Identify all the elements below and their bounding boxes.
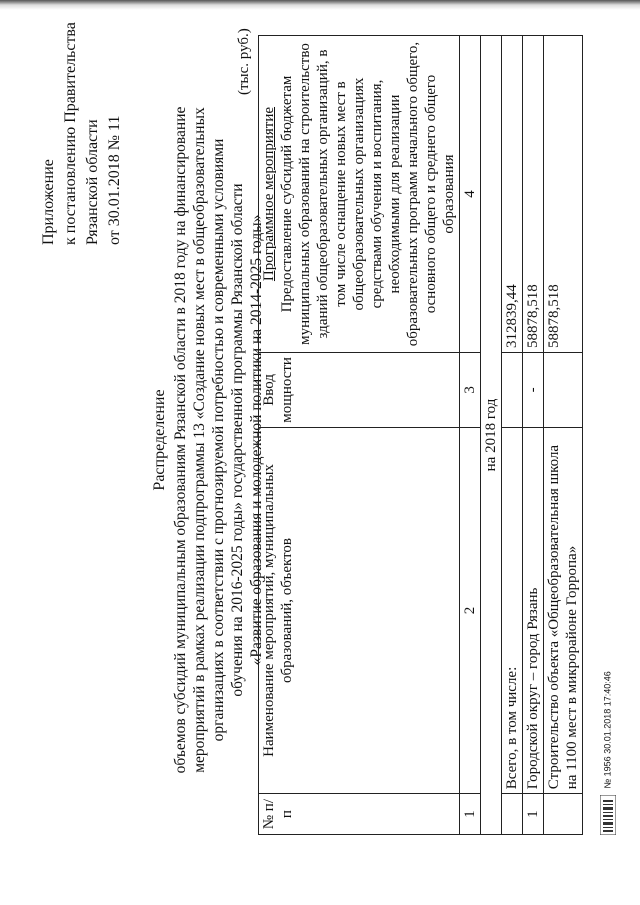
table-row	[544, 36, 583, 835]
units-label: (тыс. руб.)	[236, 28, 252, 95]
row-name: Всего, в том числе:	[502, 427, 523, 794]
table-header-row	[259, 36, 460, 835]
header-program-title: Программное мероприятие	[261, 106, 277, 282]
row-num: 1	[523, 794, 544, 835]
header-capacity: Ввод мощности	[259, 353, 460, 428]
year-label: на 2018 год	[481, 36, 502, 835]
col-number: 2	[460, 427, 481, 794]
col-number: 1	[460, 794, 481, 835]
appendix-line: от 30.01.2018 № 11	[106, 115, 123, 245]
appendix-line: к постановлению Правительства	[62, 22, 79, 245]
row-capacity	[544, 353, 583, 428]
col-number: 4	[460, 36, 481, 353]
col-number: 3	[460, 353, 481, 428]
program-description: Предоставление субсидий бюджетам муниципальных образований на строительство зданий общеобразовательных организаций, в том числе оснащение новых мест в общеобразовательных организациях средствами обучения и воспитания, необходимыми для реализации образовательных программ начального общего, основного общего и среднего общего образования	[279, 41, 457, 347]
year-row	[481, 36, 502, 835]
row-value: 312839,44	[502, 36, 523, 353]
column-number-row	[460, 36, 481, 835]
table-row	[523, 36, 544, 835]
row-value: 58878,518	[523, 36, 544, 353]
appendix-line: Приложение	[40, 159, 57, 245]
registration-stamp	[600, 671, 616, 835]
row-num	[544, 794, 583, 835]
title-line: объемов субсидий муниципальным образованиям Рязанской области в 2018 году на финансирование	[172, 106, 189, 774]
document-title	[150, 95, 266, 785]
row-num	[502, 794, 523, 835]
row-value: 58878,518	[544, 36, 583, 353]
stamp-number: № 1956	[602, 756, 613, 789]
title-line: «Развитие образования и молодежной политики на 2014-2025 годы»	[248, 214, 265, 666]
table-row	[502, 36, 523, 835]
row-name: Городской округ – город Рязань	[523, 427, 544, 794]
row-name: Строительство объекта «Общеобразовательная школа на 1100 мест в микрорайоне Горропа»	[544, 427, 583, 794]
title-heading: Распределение	[151, 389, 168, 491]
barcode-logo-icon	[600, 795, 616, 835]
header-name: Наименование мероприятий, муниципальных образований, объектов	[259, 427, 460, 794]
row-capacity	[502, 353, 523, 428]
subsidy-table	[258, 35, 583, 835]
row-capacity: -	[523, 353, 544, 428]
header-program	[259, 36, 460, 353]
title-line: мероприятий в рамках реализации подпрограммы 13 «Создание новых мест в общеобразовательных	[191, 107, 208, 773]
title-line: обучения на 2016-2025 годы» государственной программы Рязанской области	[229, 183, 246, 697]
appendix-line: Рязанской области	[84, 119, 101, 245]
appendix-block	[38, 5, 126, 245]
header-num: № п/п	[259, 794, 460, 835]
stamp-datetime: 30.01.2018 17:40:46	[602, 671, 613, 754]
title-line: организациях в соответствии с прогнозируемой потребностью и современными условиями	[210, 138, 227, 742]
